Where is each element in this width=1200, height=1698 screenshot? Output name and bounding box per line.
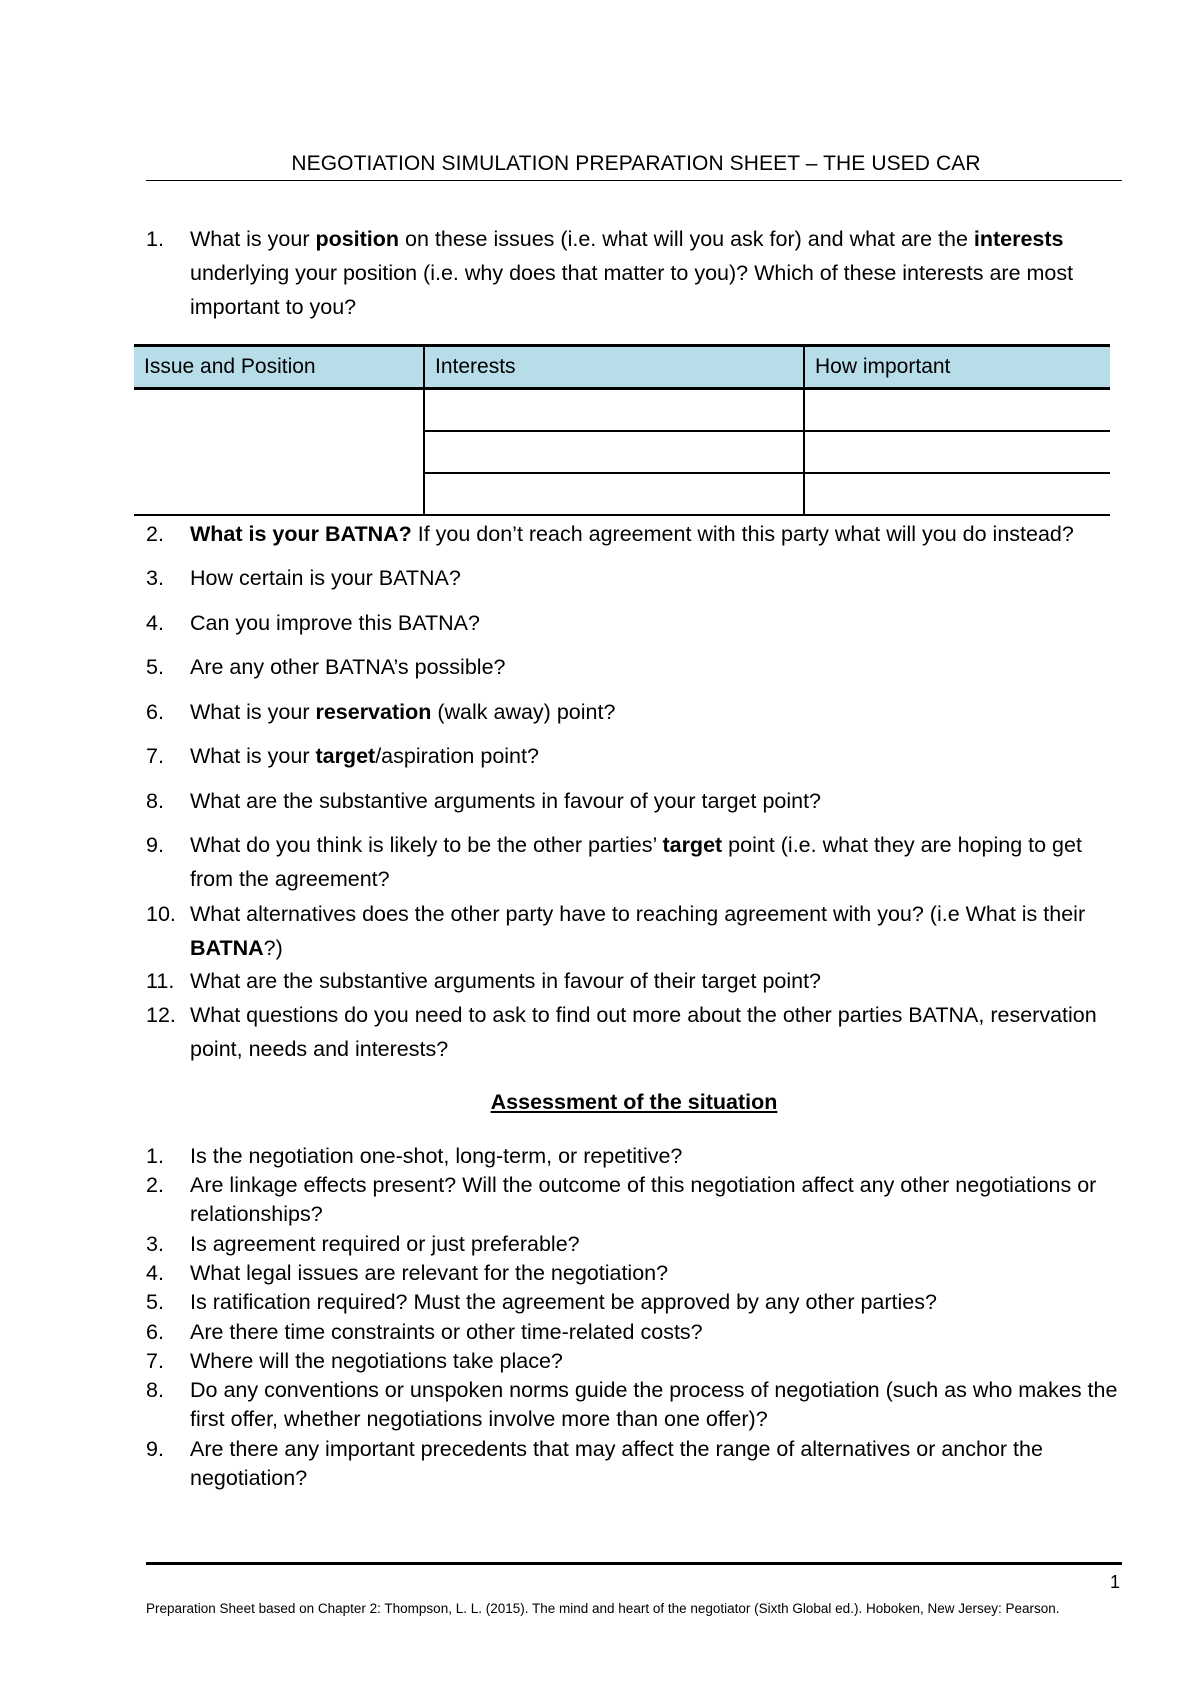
question-12 [146, 998, 1126, 1066]
importance-cell[interactable] [804, 389, 1110, 432]
question-8 [146, 784, 1126, 818]
title-underline [146, 180, 1122, 181]
question-text: What is your position on these issues (i.e. what will you ask for) and what are the interests underlying your position (i.e. why does that matter to you)? Which of these interests are most important to you? [190, 227, 1074, 319]
question-number: 6. [146, 700, 164, 724]
question-text: What alternatives does the other party have to reaching agreement with you? (i.e What is their BATNA?) [190, 902, 1086, 960]
item-number: 9. [146, 1437, 164, 1461]
item-number: 3. [146, 1232, 164, 1256]
question-number: 5. [146, 655, 164, 679]
assessment-item-3 [146, 1230, 1126, 1259]
footer-rule [146, 1562, 1122, 1565]
question-7 [146, 739, 1126, 773]
question-9 [146, 828, 1126, 896]
item-number: 5. [146, 1290, 164, 1314]
assessment-item-4 [146, 1259, 1126, 1288]
item-number: 4. [146, 1261, 164, 1285]
question-number: 3. [146, 566, 164, 590]
interests-cell[interactable] [424, 431, 804, 473]
question-3 [146, 561, 1126, 595]
item-text: Are there any important precedents that may affect the range of alternatives or anchor the negotiation? [190, 1437, 1043, 1490]
assessment-item-7 [146, 1347, 1126, 1376]
issue-cell[interactable] [134, 389, 424, 516]
item-text: Is ratification required? Must the agreement be approved by any other parties? [190, 1290, 937, 1314]
question-text: What are the substantive arguments in favour of their target point? [190, 969, 822, 993]
question-number: 7. [146, 744, 164, 768]
question-number: 8. [146, 789, 164, 813]
question-text: What is your BATNA? If you don’t reach agreement with this party what will you do instead? [190, 522, 1074, 546]
item-number: 8. [146, 1378, 164, 1402]
question-6 [146, 695, 1126, 729]
item-text: Is agreement required or just preferable? [190, 1232, 580, 1256]
question-number: 1. [146, 227, 164, 251]
assessment-item-1 [146, 1142, 1126, 1171]
question-1 [146, 222, 1126, 324]
question-text: How certain is your BATNA? [190, 566, 461, 590]
importance-cell[interactable] [804, 431, 1110, 473]
assessment-item-9 [146, 1435, 1126, 1493]
item-number: 7. [146, 1349, 164, 1373]
item-number: 6. [146, 1320, 164, 1344]
issues-table [134, 344, 1110, 516]
item-text: Do any conventions or unspoken norms guide the process of negotiation (such as who makes the first offer, whether negotiations involve more than one offer)? [190, 1378, 1118, 1431]
importance-cell[interactable] [804, 473, 1110, 515]
footnote: Preparation Sheet based on Chapter 2: Thompson, L. L. (2015). The mind and heart of the negotiator (Sixth Global ed.). Hoboken, New Jersey: Pearson. [146, 1601, 1060, 1616]
question-text: What is your reservation (walk away) point? [190, 700, 616, 724]
page-title: NEGOTIATION SIMULATION PREPARATION SHEET – THE USED CAR [291, 152, 981, 175]
question-11 [146, 964, 1126, 998]
assessment-item-6 [146, 1318, 1126, 1347]
question-number: 11. [146, 969, 175, 993]
question-text: What do you think is likely to be the other parties’ target point (i.e. what they are hoping to get from the agreement? [190, 833, 1082, 891]
question-number: 10. [146, 902, 176, 926]
item-number: 2. [146, 1173, 164, 1197]
assessment-item-2 [146, 1171, 1126, 1229]
question-text: What questions do you need to ask to find out more about the other parties BATNA, reservation point, needs and interests? [190, 1003, 1097, 1061]
item-text: Are linkage effects present? Will the outcome of this negotiation affect any other negotiations or relationships? [190, 1173, 1097, 1226]
interests-cell[interactable] [424, 473, 804, 515]
item-text: Are there time constraints or other time-related costs? [190, 1320, 703, 1344]
assessment-heading: Assessment of the situation [490, 1090, 778, 1114]
question-text: Can you improve this BATNA? [190, 611, 480, 635]
table-row [134, 389, 1110, 432]
table-header-issue: Issue and Position [134, 346, 424, 389]
question-text: What is your target/aspiration point? [190, 744, 539, 768]
question-number: 2. [146, 522, 164, 546]
question-2 [146, 517, 1126, 551]
item-text: Where will the negotiations take place? [190, 1349, 563, 1373]
question-text: Are any other BATNA’s possible? [190, 655, 506, 679]
page-number: 1 [1109, 1572, 1120, 1592]
question-number: 9. [146, 833, 164, 857]
item-text: Is the negotiation one-shot, long-term, or repetitive? [190, 1144, 683, 1168]
item-number: 1. [146, 1144, 164, 1168]
question-text: What are the substantive arguments in favour of your target point? [190, 789, 822, 813]
table-header-interests: Interests [424, 346, 804, 389]
assessment-item-8 [146, 1376, 1126, 1434]
interests-cell[interactable] [424, 389, 804, 432]
item-text: What legal issues are relevant for the negotiation? [190, 1261, 669, 1285]
question-4 [146, 606, 1126, 640]
question-number: 12. [146, 1003, 176, 1027]
table-header-importance: How important [804, 346, 1110, 389]
question-10 [146, 897, 1126, 965]
assessment-item-5 [146, 1288, 1126, 1317]
question-number: 4. [146, 611, 164, 635]
question-5 [146, 650, 1126, 684]
